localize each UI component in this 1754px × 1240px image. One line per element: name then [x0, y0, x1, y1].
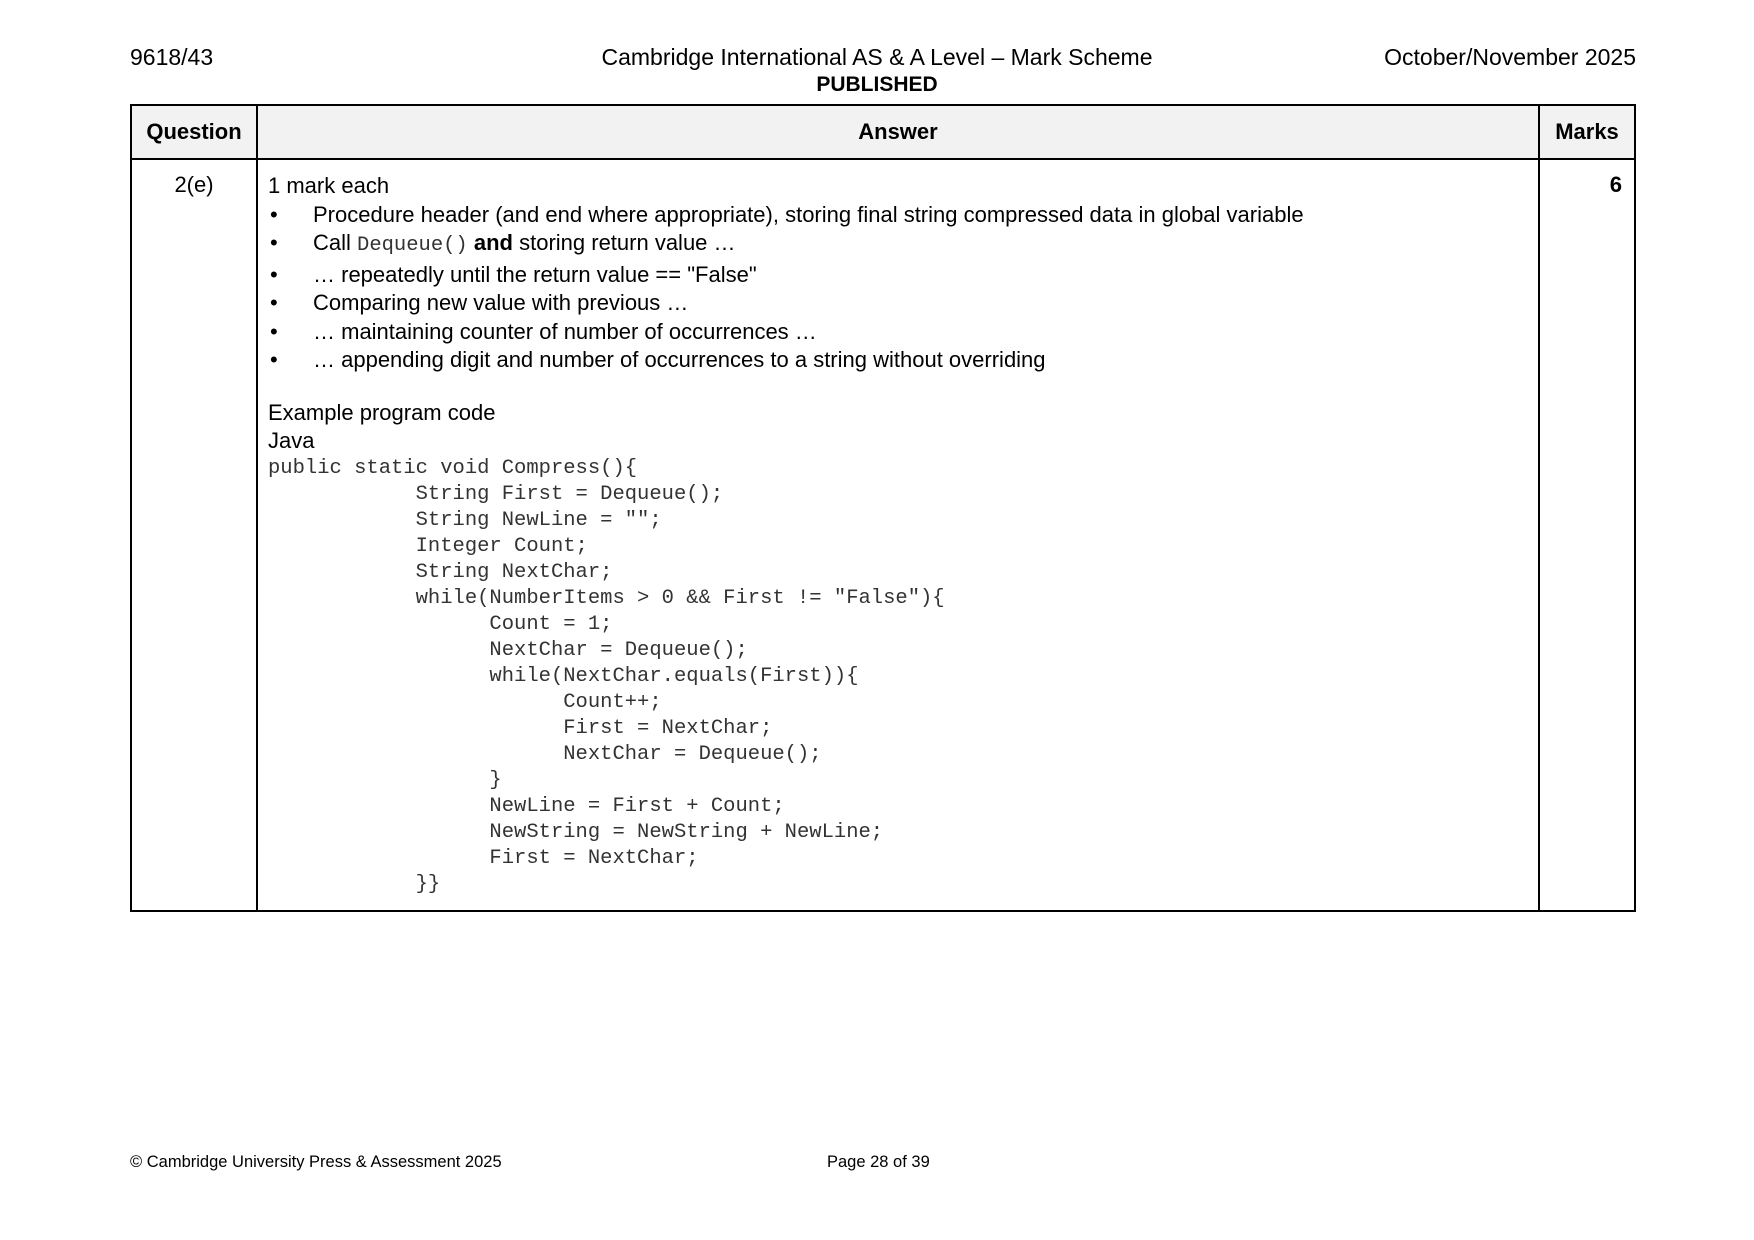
- column-header-question: Question: [131, 105, 257, 159]
- mark-instruction: 1 mark each: [268, 173, 390, 198]
- exam-session: October/November 2025: [1384, 44, 1636, 70]
- published-label: PUBLISHED: [816, 73, 938, 96]
- list-item: • … repeatedly until the return value == "False": [270, 261, 757, 287]
- marks-value: 6: [1539, 159, 1635, 911]
- title-text: Cambridge International AS & A Level – Mark Scheme: [601, 44, 1153, 70]
- list-item: • Comparing new value with previous …: [270, 290, 689, 315]
- answer-cell: [257, 159, 1539, 911]
- example-label: Example program code: [268, 399, 496, 425]
- mark-scheme-table: [130, 104, 1636, 912]
- list-item: • Procedure header (and end where appropriate), storing final string compressed data in global variable: [270, 201, 1304, 227]
- list-item: • … appending digit and number of occurrences to a string without overriding: [270, 347, 1046, 372]
- inline-code: Dequeue(): [357, 234, 468, 257]
- table-row: [131, 159, 1635, 911]
- list-item: • … maintaining counter of number of occurrences …: [270, 318, 817, 344]
- column-header-marks: Marks: [1539, 105, 1635, 159]
- page-number: Page 28 of 39: [827, 1153, 930, 1171]
- copyright-notice: © Cambridge University Press & Assessment 2025: [130, 1153, 502, 1171]
- marking-points-list: [268, 201, 1528, 375]
- code-block: public static void Compress(){ String First = Dequeue(); String NewLine = ""; Integer Count; String NextChar; while(NumberItems > 0 && First != "False"){ Count = 1; NextChar = Dequeue(); while(NextChar.equals(First)){ Count++; First = NextChar; NextChar = Dequeue(); } NewLine = First + Count; NewString = NewString + NewLine; First = NextChar; }}: [268, 456, 945, 896]
- language-label: Java: [268, 428, 315, 453]
- list-item: • Call Dequeue() and storing return value …: [270, 230, 736, 257]
- question-number: 2(e): [131, 159, 257, 911]
- paper-code: 9618/43: [130, 44, 214, 70]
- column-header-answer: Answer: [257, 105, 1539, 159]
